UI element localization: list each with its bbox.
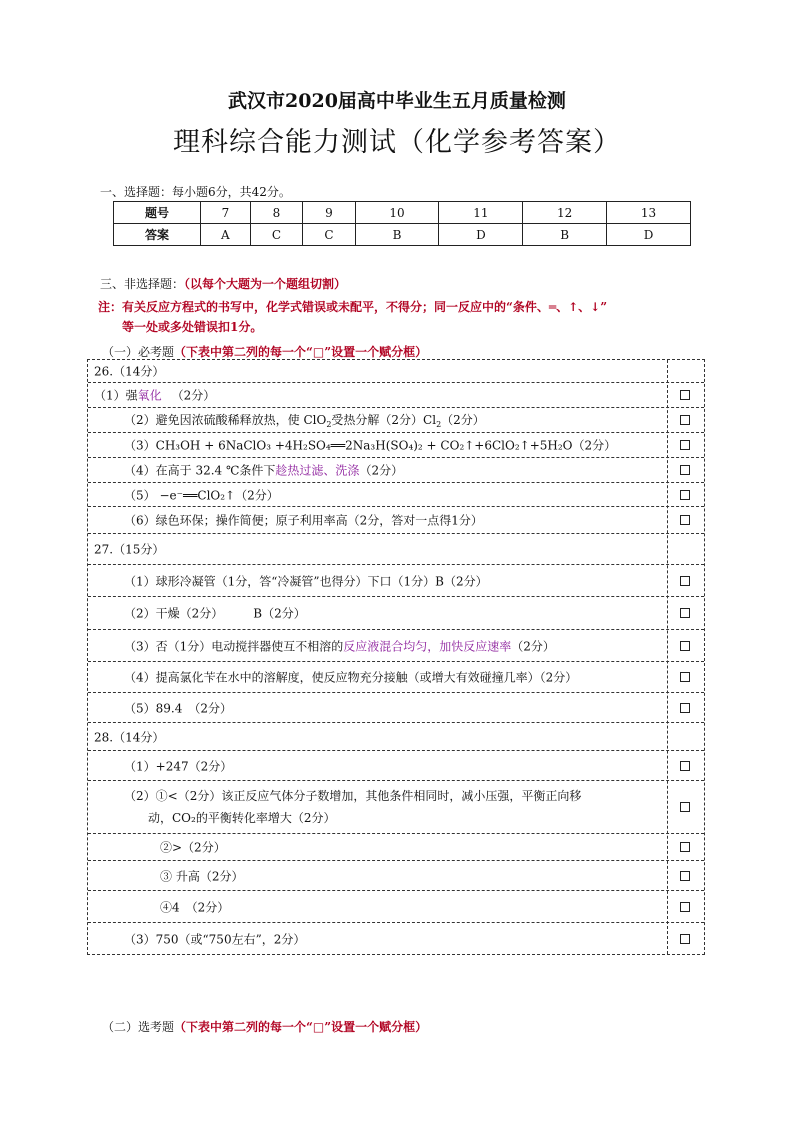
- question-head: 26.（14分）: [94, 364, 165, 379]
- table-row: [114, 202, 691, 224]
- answer-part: 受热分解（2分）Cl: [331, 412, 437, 427]
- answer-cell: C: [250, 224, 302, 246]
- answer-cell: D: [607, 224, 691, 246]
- table-row: [114, 224, 691, 246]
- table-row: [88, 693, 704, 723]
- table-row: [88, 433, 704, 458]
- score-box[interactable]: [680, 672, 690, 682]
- answer-text: （3）CH₃OH + 6NaClO₃ +4H₂SO₄══2Na₃H(SO₄)₂ + CO₂↑+6ClO₂↑+5H₂O（2分）: [124, 438, 617, 453]
- table-row: [88, 458, 704, 483]
- table-row: [88, 630, 704, 662]
- answer-part: （2分）: [171, 388, 216, 403]
- answer-cell: C: [303, 224, 355, 246]
- score-box[interactable]: [680, 641, 690, 651]
- answer-text: （2）避免因浓硫酸稀释放热，使 ClO$_2$受热分解（2分）$Cl_2(2$分）: [124, 412, 485, 430]
- table-row: [88, 408, 704, 433]
- score-box[interactable]: [680, 761, 690, 771]
- grading-note-line2: 等一处或多处错误扣1分。: [122, 320, 263, 334]
- score-box[interactable]: [680, 576, 690, 586]
- answer-text: （5） −e⁻══ClO₂↑（2分）: [124, 488, 279, 502]
- table-row: [88, 781, 704, 834]
- question-number: 12: [523, 202, 607, 224]
- answer-cell: D: [439, 224, 523, 246]
- answer-text: （4）提高氯化苄在水中的溶解度，使反应物充分接触（或增大有效碰撞几率）（2分）: [124, 670, 578, 685]
- answer-part: （4）在高于 32.4 ℃条件下: [124, 463, 276, 478]
- table-row: [88, 507, 704, 534]
- exam-title: 武汉市2020届高中毕业生五月质量检测: [228, 90, 566, 112]
- answer-text: [124, 785, 644, 829]
- section-1-label: 一、选择题：每小题6分，共42分。: [100, 185, 291, 199]
- score-box[interactable]: [680, 515, 690, 525]
- answer-text: ④4 （2分）: [160, 900, 230, 914]
- answer-text: ②>（2分）: [160, 840, 226, 855]
- question-head: 28.（14分）: [94, 730, 165, 744]
- question-number: 10: [355, 202, 439, 224]
- subsection-note: （下表中第二列的每一个“□”设置一个赋分框）: [174, 1020, 428, 1034]
- score-box[interactable]: [680, 440, 690, 450]
- table-row: [88, 891, 704, 923]
- table-row: [88, 534, 704, 565]
- subsection-title: （一）必考题: [102, 345, 175, 359]
- answer-key-title: 理科综合能力测试（化学参考答案）: [173, 127, 621, 158]
- required-questions-label: [102, 343, 427, 360]
- score-box[interactable]: [680, 390, 690, 400]
- score-box[interactable]: [680, 703, 690, 713]
- answer-part: （2分）: [441, 412, 485, 427]
- table-row: [88, 565, 704, 597]
- table-row: [88, 483, 704, 507]
- score-box[interactable]: [680, 490, 690, 500]
- question-number: 8: [250, 202, 302, 224]
- answer-grid: [87, 359, 705, 955]
- answer-text: （3）750（或“750左右”，2分）: [124, 932, 306, 946]
- table-row: [88, 751, 704, 781]
- table-row: [88, 723, 704, 751]
- score-box[interactable]: [680, 934, 690, 944]
- question-number: 7: [201, 202, 251, 224]
- answer-cell: B: [523, 224, 607, 246]
- answer-highlight: 趁热过滤、洗涤: [275, 463, 360, 478]
- table-header: 答案: [114, 224, 201, 246]
- multiple-choice-table: [113, 201, 691, 246]
- table-row: [88, 662, 704, 693]
- table-row: [88, 861, 704, 891]
- score-box[interactable]: [680, 415, 690, 425]
- answer-text: [94, 387, 215, 404]
- subsection-note: （下表中第二列的每一个“□”设置一个赋分框）: [174, 345, 428, 359]
- table-header: 题号: [114, 202, 201, 224]
- table-row: [88, 923, 704, 954]
- answer-text: [124, 462, 403, 479]
- answer-text: ③ 升高（2分）: [160, 869, 244, 883]
- answer-part: （2）避免因浓硫酸稀释放热，使 ClO: [124, 412, 327, 427]
- subsection-title: （二）选考题: [102, 1020, 175, 1034]
- answer-part: （2分）: [511, 639, 555, 653]
- table-row: [88, 834, 704, 861]
- score-box[interactable]: [680, 802, 690, 812]
- section-3-title: 三、非选择题：: [100, 277, 185, 291]
- section-3-note: （以每个大题为一个题组切割）: [184, 277, 347, 291]
- question-number: 11: [439, 202, 523, 224]
- question-number: 13: [607, 202, 691, 224]
- answer-cell: A: [201, 224, 251, 246]
- answer-text: （2）干燥（2分） B（2分）: [124, 606, 306, 621]
- answer-text: [124, 637, 555, 654]
- score-box[interactable]: [680, 871, 690, 881]
- answer-part: （2分）: [359, 463, 404, 478]
- answer-line: （2）①<（2分）该正反应气体分子数增加，其他条件相同时，减小压强，平衡正向移: [124, 789, 582, 803]
- elective-questions-label: [102, 1018, 427, 1035]
- answer-text: （1）球形冷凝管（1分，答“冷凝管”也得分）下口（1分）B（2分）: [124, 574, 488, 588]
- score-box[interactable]: [680, 902, 690, 912]
- answer-part: （3）否（1分）电动搅拌器使互不相溶的: [124, 639, 344, 653]
- answer-line: 动，CO₂的平衡转化率增大（2分）: [148, 811, 336, 825]
- answer-highlight: 氧化: [137, 388, 162, 403]
- question-head: 27.（15分）: [94, 542, 165, 557]
- answer-text: （5）89.4 （2分）: [124, 701, 232, 715]
- answer-text: （6）绿色环保；操作简便；原子利用率高（2分，答对一点得1分）: [124, 513, 483, 528]
- table-row: [88, 597, 704, 630]
- score-box[interactable]: [680, 465, 690, 475]
- answer-highlight: 反应液混合均匀，加快反应速率: [343, 639, 512, 653]
- section-3-label: [100, 275, 346, 292]
- answer-part: （1）强: [94, 388, 138, 403]
- answer-text: （1）+247（2分）: [124, 759, 233, 773]
- table-row: [88, 360, 704, 383]
- grading-note-line1: 注：有关反应方程式的书写中，化学式错误或未配平，不得分；同一反应中的“条件、═、↑、↓”: [98, 300, 608, 314]
- table-row: [88, 383, 704, 408]
- answer-cell: B: [355, 224, 439, 246]
- question-number: 9: [303, 202, 355, 224]
- score-box[interactable]: [680, 842, 690, 852]
- score-box[interactable]: [680, 608, 690, 618]
